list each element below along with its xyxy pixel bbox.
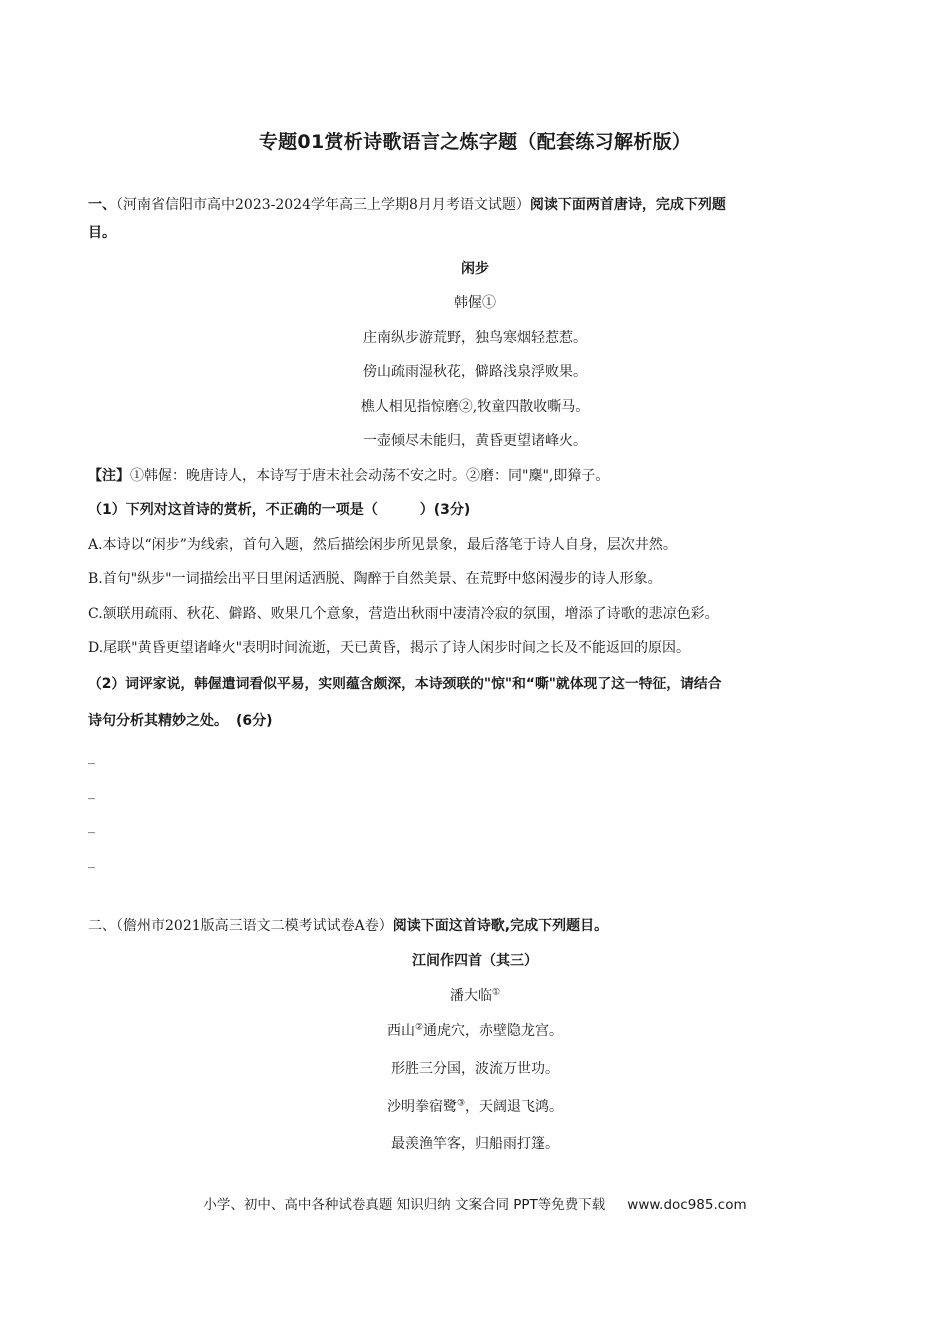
answer-blank: _ <box>88 749 95 765</box>
answer-blank: _ <box>88 853 95 869</box>
footnote-mark: ② <box>414 1022 424 1033</box>
poem1-line: 傍山疏雨湿秋花，僻路浅泉浮败果。 <box>363 364 587 380</box>
poem2-title: 江间作四首（其三） <box>412 953 538 969</box>
section2-number: 二、 <box>88 918 116 934</box>
note-label: 【注】 <box>88 468 130 484</box>
question2-score: (6分) <box>236 713 273 729</box>
section2-heading <box>88 915 608 935</box>
question2-line1: （2）词评家说，韩偓遣词看似平易，实则蕴含颇深，本诗颈联的"惊"和“嘶"就体现了这一特征，请结合 <box>88 676 722 692</box>
answer-blank: _ <box>88 818 95 834</box>
section2-instruction: 阅读下面这首诗歌,完成下列题目。 <box>392 918 609 934</box>
footnote-mark: ① <box>491 987 501 998</box>
note-text: ①韩偓：晚唐诗人，本诗写于唐末社会动荡不安之时。②磨：同"麇",即獐子。 <box>130 468 610 484</box>
footer-url[interactable]: www.doc985.com <box>627 1197 747 1213</box>
poem2-line-part: 西山 <box>386 1023 415 1039</box>
section1-heading <box>88 191 863 247</box>
poem1-line: 樵人相见指惊磨②,牧童四散收嘶马。 <box>360 399 590 415</box>
page-footer <box>0 1193 950 1213</box>
question1-score: (3分) <box>433 502 471 518</box>
poem1-note <box>88 465 609 485</box>
section1-source: （河南省信阳市高中2023-2024学年高三上学期8月月考语文试题） <box>116 197 530 213</box>
poem1-line: 庄南纵步游荒野，独鸟寒烟轻惹惹。 <box>363 330 587 346</box>
poem2-line-part: ，天阔退飞鸿。 <box>465 1099 564 1115</box>
poem2-line-part: 通虎穴，赤壁隐龙宫。 <box>423 1023 564 1039</box>
poem2-line-part: 沙明拳宿鹭 <box>386 1099 457 1115</box>
footer-text: 小学、初中、高中各种试卷真题 知识归纳 文案合同 PPT等免费下载 <box>203 1197 606 1213</box>
question1-text: （1）下列对这首诗的赏析，不正确的一项是（ ） <box>88 502 434 518</box>
poem1-author: 韩偓① <box>454 295 496 311</box>
option-a: A.本诗以“闲步”为线索，首句入题，然后描绘闲步所见景象，最后落笔于诗人自身，层次井然。 <box>88 537 677 553</box>
section1-instruction-cont: 目。 <box>88 225 116 241</box>
section2-source: （儋州市2021版高三语文二模考试试卷A卷） <box>116 918 393 934</box>
poem2-line <box>0 1020 950 1040</box>
question2-line2 <box>88 710 273 730</box>
option-b: B.首句"纵步"一词描绘出平日里闲适洒脱、陶醉于自然美景、在荒野中悠闲漫步的诗人形象。 <box>88 571 662 587</box>
question1 <box>88 499 470 519</box>
question2-text: 诗句分析其精妙之处。 <box>88 713 228 729</box>
poem1-line: 一壶倾尽未能归，黄昏更望诸峰火。 <box>363 433 587 449</box>
poem2-line: 形胜三分国，波流万世功。 <box>391 1061 559 1077</box>
poem2-line: 最羡渔竿客，归船雨打篷。 <box>391 1136 559 1152</box>
poem1-title: 闲步 <box>461 261 489 277</box>
section1-number: 一、 <box>88 197 116 213</box>
page-title: 专题01赏析诗歌语言之炼字题（配套练习解析版） <box>258 131 692 153</box>
answer-blank: _ <box>88 784 95 800</box>
poem2-author <box>0 985 950 1005</box>
footnote-mark: ③ <box>456 1098 466 1109</box>
option-c: C.颔联用疏雨、秋花、僻路、败果几个意象，营造出秋雨中凄清冷寂的氛围，增添了诗歌的悲凉色彩。 <box>88 606 719 622</box>
poem2-author-name: 潘大临 <box>449 988 492 1004</box>
option-d: D.尾联"黄昏更望诸峰火"表明时间流逝，天已黄昏，揭示了诗人闲步时间之长及不能返回的原因。 <box>88 640 691 656</box>
section1-instruction: 阅读下面两首唐诗，完成下列题 <box>529 197 726 213</box>
poem2-line <box>0 1096 950 1116</box>
